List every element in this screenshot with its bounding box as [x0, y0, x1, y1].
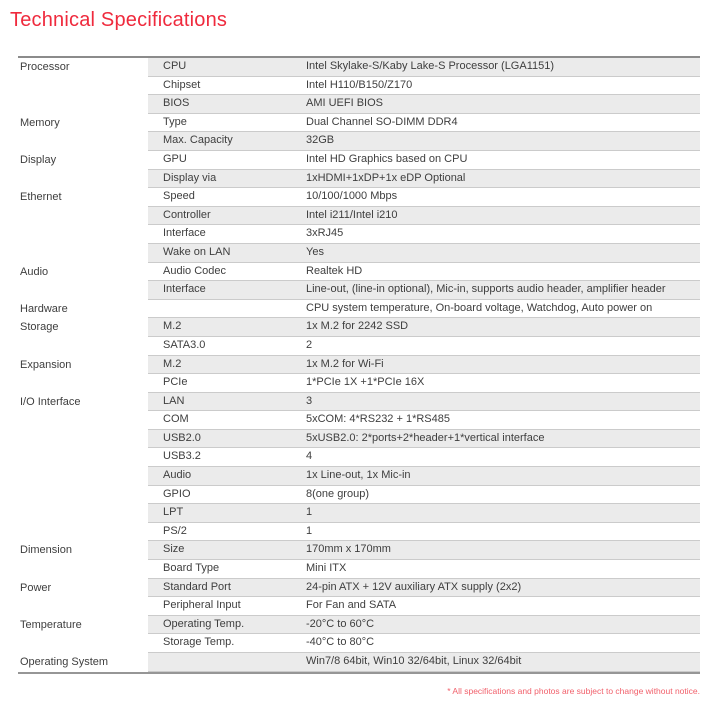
table-row	[18, 411, 700, 430]
spec-value-cell: Intel Skylake-S/Kaby Lake-S Processor (LGA1151)	[306, 60, 555, 72]
table-row	[18, 244, 700, 263]
table-row	[18, 95, 700, 114]
category-cell	[18, 337, 148, 356]
spec-label-cell: Peripheral Input	[163, 599, 241, 612]
spec-label-cell: Audio	[163, 469, 192, 482]
spec-label-cell	[148, 653, 306, 671]
spec-label-cell: Board Type	[163, 562, 220, 575]
category-cell	[18, 132, 148, 151]
table-row	[18, 114, 700, 133]
category-cell: Power	[20, 581, 52, 594]
table-row	[18, 151, 700, 170]
spec-label-cell: Wake on LAN	[163, 245, 231, 258]
spec-stripe	[148, 597, 700, 616]
spec-label-cell: Operating Temp.	[163, 617, 245, 630]
spec-value-cell: 1x M.2 for 2242 SSD	[306, 320, 409, 333]
category-cell: Ethernet	[20, 191, 62, 204]
table-row	[18, 430, 700, 449]
category-cell	[18, 504, 148, 523]
table-row	[18, 281, 700, 300]
spec-stripe	[148, 634, 700, 653]
spec-stripe	[148, 188, 700, 207]
table-row	[18, 58, 700, 77]
spec-label-cell: Size	[163, 543, 185, 556]
table-row	[18, 300, 700, 319]
spec-stripe	[148, 151, 700, 170]
spec-stripe	[148, 448, 700, 467]
table-row	[18, 523, 700, 542]
table-row	[18, 634, 700, 653]
category-cell	[18, 597, 148, 616]
spec-stripe	[148, 300, 700, 319]
table-row	[18, 337, 700, 356]
spec-stripe	[148, 95, 700, 114]
spec-stripe	[148, 523, 700, 542]
category-cell	[18, 448, 148, 467]
spec-stripe	[148, 58, 700, 77]
table-row	[18, 374, 700, 393]
category-cell: Dimension	[20, 544, 72, 557]
spec-label-cell: M.2	[163, 357, 182, 370]
category-cell	[18, 467, 148, 486]
category-cell: Hardware	[20, 302, 68, 315]
spec-stripe	[148, 207, 700, 226]
category-cell: Memory	[20, 116, 60, 129]
category-cell	[18, 95, 148, 114]
table-row	[18, 263, 700, 282]
category-cell	[18, 77, 148, 96]
spec-label-cell: Max. Capacity	[163, 134, 233, 147]
spec-value-cell: 170mm x 170mm	[306, 543, 391, 556]
category-cell: I/O Interface	[20, 395, 81, 408]
table-row	[18, 132, 700, 151]
spec-value-cell: 1x M.2 for Wi-Fi	[306, 357, 384, 370]
table-row	[18, 504, 700, 523]
spec-label-cell	[148, 300, 306, 318]
spec-value-cell: Intel i211/Intel i210	[306, 208, 398, 221]
spec-label-cell: Display via	[163, 171, 217, 184]
spec-value-cell: AMI UEFI BIOS	[306, 97, 384, 110]
spec-value-cell: 1*PCIe 1X +1*PCIe 16X	[306, 376, 425, 389]
spec-label-cell: Standard Port	[163, 580, 231, 593]
table-row	[18, 448, 700, 467]
spec-table	[18, 56, 700, 674]
spec-stripe	[148, 356, 700, 375]
spec-label-cell: USB3.2	[163, 450, 201, 463]
spec-stripe	[148, 77, 700, 96]
spec-value-cell: Yes	[306, 245, 324, 258]
table-row	[18, 318, 700, 337]
spec-value-cell: 10/100/1000 Mbps	[306, 190, 398, 203]
spec-value-cell: 1xHDMI+1xDP+1x eDP Optional	[306, 171, 466, 184]
spec-value-cell: Line-out, (line-in optional), Mic-in, supports audio header, amplifier header	[306, 283, 666, 296]
spec-label-cell: COM	[163, 413, 189, 426]
category-cell: Processor	[20, 61, 70, 73]
spec-stripe	[148, 579, 700, 598]
spec-value-cell: 1x Line-out, 1x Mic-in	[306, 469, 411, 482]
spec-stripe	[148, 244, 700, 263]
spec-label-cell: USB2.0	[163, 431, 201, 444]
table-row	[18, 541, 700, 560]
spec-stripe	[148, 616, 700, 635]
spec-label-cell: PS/2	[163, 524, 187, 537]
spec-label-cell: CPU	[163, 60, 187, 72]
category-cell	[18, 486, 148, 505]
category-cell: Operating System	[20, 656, 109, 668]
spec-value-cell: Dual Channel SO-DIMM DDR4	[306, 115, 458, 128]
spec-stripe	[148, 318, 700, 337]
category-cell	[18, 430, 148, 449]
table-row	[18, 207, 700, 226]
spec-value-cell: 1	[306, 524, 313, 537]
table-row	[18, 560, 700, 579]
category-cell	[18, 374, 148, 393]
spec-label-cell: LPT	[163, 506, 184, 519]
spec-value-cell: Win7/8 64bit, Win10 32/64bit, Linux 32/64bit	[306, 655, 522, 667]
spec-stripe	[148, 393, 700, 412]
table-row	[18, 616, 700, 635]
spec-stripe	[148, 337, 700, 356]
spec-label-cell: PCIe	[163, 376, 188, 389]
spec-stripe	[148, 467, 700, 486]
spec-stripe	[148, 486, 700, 505]
spec-stripe	[148, 430, 700, 449]
spec-stripe	[148, 374, 700, 393]
spec-value-cell: 5xUSB2.0: 2*ports+2*header+1*vertical interface	[306, 431, 545, 444]
spec-label-cell: Controller	[163, 208, 211, 221]
spec-label-cell: Interface	[163, 227, 206, 240]
spec-label-cell: LAN	[163, 394, 185, 407]
page-title: Technical Specifications	[10, 9, 228, 31]
table-row	[18, 77, 700, 96]
category-cell	[18, 411, 148, 430]
category-cell	[18, 207, 148, 226]
table-row	[18, 356, 700, 375]
table-row	[18, 579, 700, 598]
spec-label-cell: Type	[163, 115, 187, 128]
spec-label-cell: Audio Codec	[163, 264, 226, 277]
spec-value-cell: 3	[306, 394, 313, 407]
footnote: * All specifications and photos are subject to change without notice.	[447, 686, 700, 696]
spec-stripe	[148, 132, 700, 151]
table-row	[18, 393, 700, 412]
spec-stripe	[148, 225, 700, 244]
spec-value-cell: CPU system temperature, On-board voltage, Watchdog, Auto power on	[306, 301, 653, 314]
spec-value-cell: 8(one group)	[306, 487, 369, 500]
category-cell	[18, 634, 148, 653]
spec-value-cell: 2	[306, 338, 313, 351]
spec-label-cell: Speed	[163, 190, 195, 203]
category-cell: Expansion	[20, 358, 72, 371]
spec-stripe	[148, 263, 700, 282]
table-row	[18, 188, 700, 207]
spec-label-cell: BIOS	[163, 97, 190, 110]
spec-label-cell: Interface	[163, 283, 206, 296]
spec-value-cell: 3xRJ45	[306, 227, 344, 240]
category-cell	[18, 225, 148, 244]
category-cell: Display	[20, 153, 57, 166]
spec-label-cell: SATA3.0	[163, 338, 206, 351]
spec-stripe	[148, 504, 700, 523]
spec-value-cell: Intel HD Graphics based on CPU	[306, 152, 468, 165]
spec-stripe	[148, 541, 700, 560]
category-cell	[18, 170, 148, 189]
table-row	[18, 653, 700, 672]
spec-label-cell: GPU	[163, 152, 187, 165]
category-cell	[18, 281, 148, 300]
table-row	[18, 467, 700, 486]
table-row	[18, 486, 700, 505]
category-cell	[18, 244, 148, 263]
spec-label-cell: Chipset	[163, 78, 201, 91]
spec-value-cell: 5xCOM: 4*RS232 + 1*RS485	[306, 413, 450, 426]
table-row	[18, 597, 700, 616]
spec-value-cell: 32GB	[306, 134, 335, 147]
spec-value-cell: 24-pin ATX + 12V auxiliary ATX supply (2x2)	[306, 580, 522, 593]
category-cell: Temperature	[20, 618, 82, 631]
category-cell	[18, 560, 148, 579]
spec-stripe	[148, 170, 700, 189]
spec-label-cell: GPIO	[163, 487, 191, 500]
category-cell: Audio	[20, 265, 49, 278]
spec-value-cell: Mini ITX	[306, 562, 347, 575]
spec-value-cell: -20°C to 60°C	[306, 617, 375, 630]
spec-stripe	[148, 653, 700, 672]
spec-value-cell: Intel H110/B150/Z170	[306, 78, 413, 91]
spec-stripe	[148, 411, 700, 430]
table-row	[18, 170, 700, 189]
category-cell: Storage	[20, 321, 59, 334]
spec-value-cell: For Fan and SATA	[306, 599, 397, 612]
spec-value-cell: Realtek HD	[306, 264, 363, 277]
spec-value-cell: -40°C to 80°C	[306, 636, 375, 649]
spec-stripe	[148, 281, 700, 300]
table-row	[18, 225, 700, 244]
spec-value-cell: 1	[306, 506, 313, 519]
category-cell	[18, 523, 148, 542]
spec-stripe	[148, 560, 700, 579]
spec-label-cell: Storage Temp.	[163, 636, 235, 649]
spec-label-cell: M.2	[163, 320, 182, 333]
spec-value-cell: 4	[306, 450, 313, 463]
spec-stripe	[148, 114, 700, 133]
